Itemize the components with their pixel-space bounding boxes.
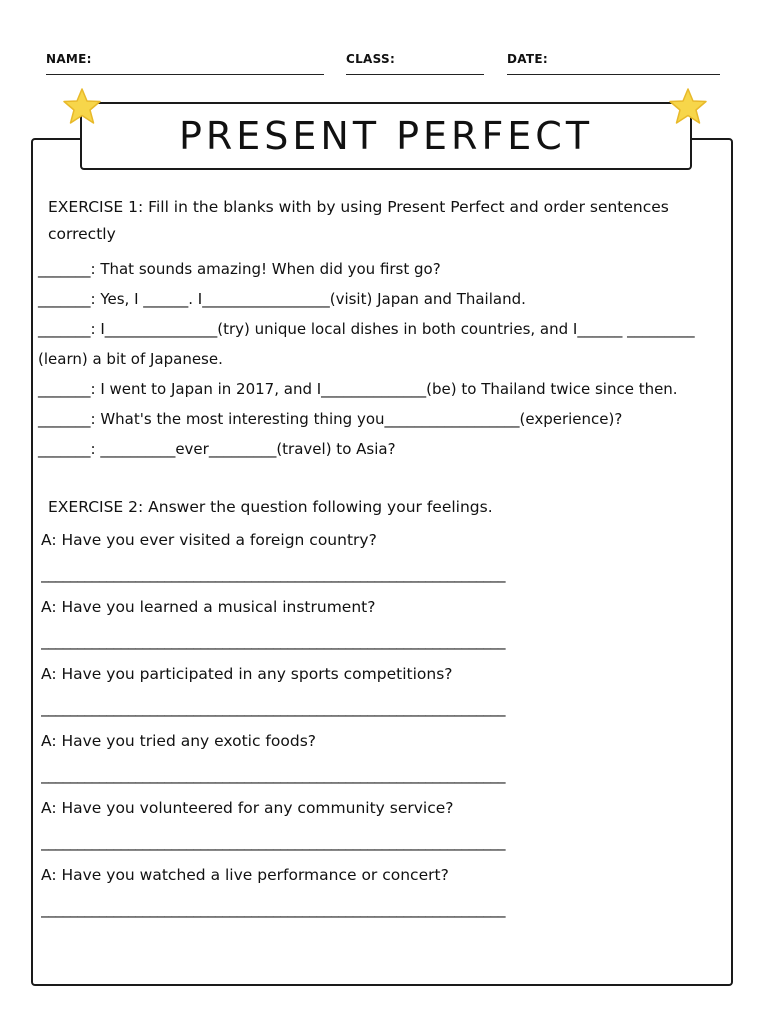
question: A: Have you tried any exotic foods? — [41, 732, 316, 750]
class-field[interactable] — [346, 50, 484, 75]
question: A: Have you volunteered for any community service? — [41, 799, 454, 817]
exercise-1-sentence[interactable]: _______: I went to Japan in 2017, and I______________(be) to Thailand twice since then. — [38, 380, 678, 398]
exercise-1 — [38, 194, 730, 464]
answer-line[interactable]: ________________________________________________________________ — [41, 699, 505, 717]
question: A: Have you ever visited a foreign country? — [41, 531, 377, 549]
title-banner — [80, 102, 692, 170]
star-icon — [668, 86, 708, 126]
date-field[interactable] — [507, 50, 720, 75]
name-label: NAME: — [46, 52, 92, 66]
date-label: DATE: — [507, 52, 548, 66]
question: A: Have you participated in any sports competitions? — [41, 665, 453, 683]
star-icon — [62, 86, 102, 126]
exercise-1-sentence[interactable]: _______: Yes, I ______. I_________________(visit) Japan and Thailand. — [38, 290, 526, 308]
question: A: Have you watched a live performance or concert? — [41, 866, 449, 884]
answer-line[interactable]: ________________________________________________________________ — [41, 632, 505, 650]
exercise-1-sentence[interactable]: _______: __________ever_________(travel) to Asia? — [38, 440, 396, 458]
answer-line[interactable]: ________________________________________________________________ — [41, 766, 505, 784]
question: A: Have you learned a musical instrument? — [41, 598, 376, 616]
exercise-1-sentence[interactable]: _______: I_______________(try) unique local dishes in both countries, and I______ _________ (learn) a bit of Japanese. — [38, 320, 695, 368]
worksheet-content — [38, 194, 730, 929]
exercise-1-sentence[interactable]: _______: What's the most interesting thing you__________________(experience)? — [38, 410, 623, 428]
answer-line[interactable]: ________________________________________________________________ — [41, 833, 505, 851]
answer-line[interactable]: ________________________________________________________________ — [41, 900, 505, 918]
exercise-2 — [38, 494, 730, 922]
exercise-2-heading: EXERCISE 2: Answer the question following your feelings. — [48, 498, 493, 516]
class-label: CLASS: — [346, 52, 396, 66]
exercise-1-sentence[interactable]: _______: That sounds amazing! When did you first go? — [38, 260, 441, 278]
name-field[interactable] — [46, 50, 324, 75]
page-title: PRESENT PERFECT — [178, 114, 594, 158]
exercise-1-heading: EXERCISE 1: Fill in the blanks with by using Present Perfect and order sentences correctly — [48, 198, 669, 243]
answer-line[interactable]: ________________________________________________________________ — [41, 565, 505, 583]
worksheet-header — [46, 50, 726, 76]
